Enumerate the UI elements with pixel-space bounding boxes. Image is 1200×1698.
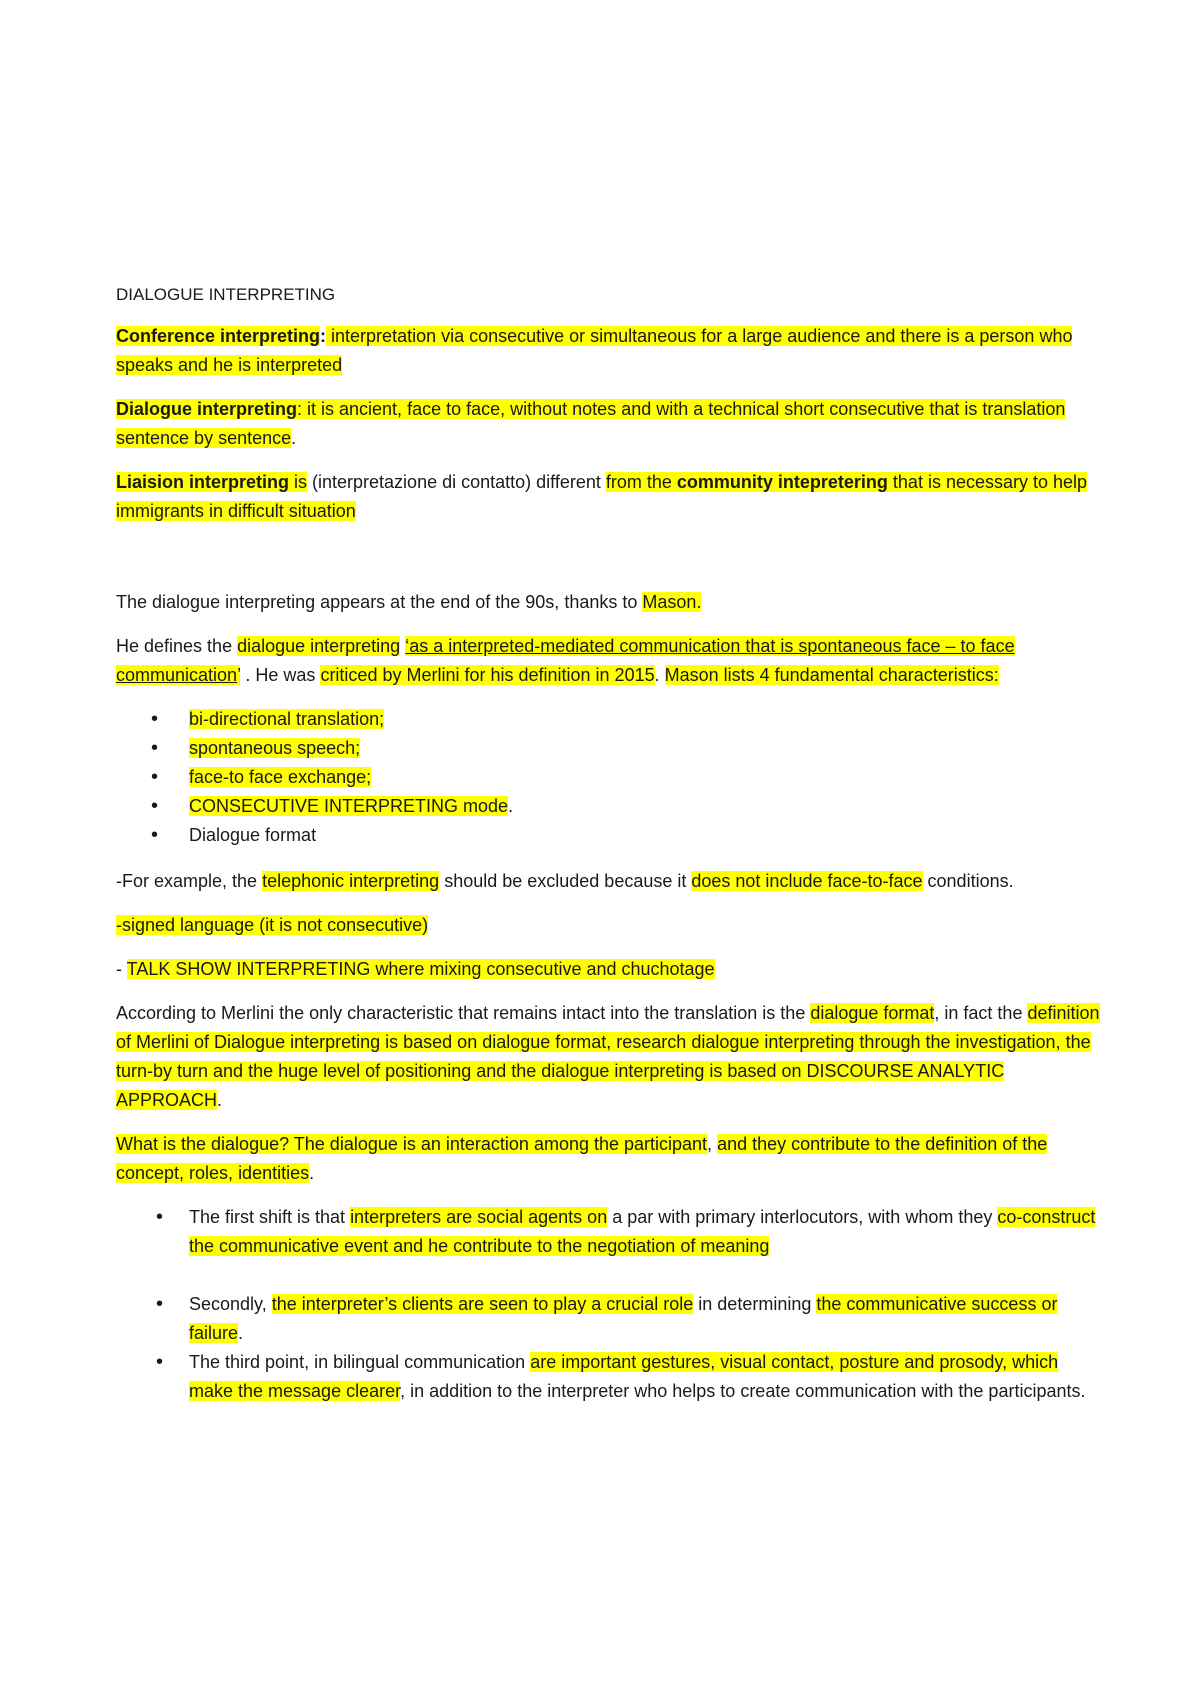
text-segment: The first shift is that — [189, 1207, 351, 1227]
text-segment: He defines the — [116, 636, 238, 656]
list-item-text: CONSECUTIVE INTERPRETING mode — [189, 796, 509, 816]
shifts-list — [116, 1203, 1106, 1406]
highlight-segment: dialogue interpreting — [237, 636, 401, 656]
list-item — [116, 1290, 1106, 1348]
definition-text: interpretation via consecutive or simultaneous for a large audience and there is a person who speaks and he is interpreted — [116, 326, 1073, 375]
text-segment: should be excluded because it — [439, 871, 692, 891]
highlight-segment: does not include face-to-face — [691, 871, 923, 891]
highlight-segment: co-construct the communicative event and he contribute to the negotiation of meaning — [189, 1207, 1096, 1256]
text-segment: . He was — [240, 665, 321, 685]
text-segment: According to Merlini the only characteristic that remains intact into the translation is the — [116, 1003, 811, 1023]
highlight-segment: Mason lists 4 fundamental characteristics: — [664, 665, 999, 685]
paragraph-mason-definition — [116, 632, 1106, 690]
dash: - — [116, 959, 127, 979]
text-segment: -For example, the — [116, 871, 263, 891]
highlight-segment: criticed by Merlini for his definition in 2015 — [320, 665, 655, 685]
highlight-segment: definition of Merlini of Dialogue interpreting is based on dialogue format, research dialogue interpreting through the investigation, the turn-by turn and the huge level of positioning and the dialogue interpreting is based on DISCOURSE ANALYTIC APPROACH — [116, 1003, 1100, 1110]
highlight-segment: What is the dialogue? The dialogue is an interaction among the participant — [116, 1134, 708, 1154]
document-body — [116, 280, 1106, 1423]
term-liaision-interpreting: Liaision interpreting — [116, 472, 290, 492]
text-segment: a par with primary interlocutors, with whom they — [607, 1207, 998, 1227]
highlight-segment: interpreters are social agents on — [350, 1207, 608, 1227]
definition-text: : it is ancient, face to face, without notes and with a technical short consecutive that is translation sentence by sentence — [116, 399, 1066, 448]
list-item — [116, 1203, 1106, 1261]
text-segment: Secondly, — [189, 1294, 272, 1314]
list-item-text: face-to face exchange; — [189, 767, 372, 787]
highlight-segment: dialogue format — [810, 1003, 935, 1023]
period: . — [291, 428, 297, 448]
quote-end: ’ — [237, 665, 241, 685]
text-segment: The third point, in bilingual communication — [189, 1352, 531, 1372]
term-conference-interpreting: Conference interpreting — [116, 326, 321, 346]
text-segment: that is necessary to help immigrants in difficult situation — [116, 472, 1088, 521]
paragraph-liaision-interpreting — [116, 468, 1106, 526]
term-colon: : — [320, 326, 327, 346]
period: . — [508, 796, 514, 816]
name-mason: Mason. — [642, 592, 702, 612]
highlight-segment: telephonic interpreting — [262, 871, 440, 891]
highlight-segment: are important gestures, visual contact, posture and prosody, which make the message clearer — [189, 1352, 1059, 1401]
paragraph-conference-interpreting — [116, 322, 1106, 380]
text-segment: conditions. — [922, 871, 1014, 891]
highlight-segment: and they contribute to the definition of the concept, roles, identities — [116, 1134, 1048, 1183]
highlight-segment: the communicative success or failure — [189, 1294, 1058, 1343]
highlight-segment: -signed language (it is not consecutive) — [116, 915, 429, 935]
text-segment: . — [654, 665, 665, 685]
text-segment: , — [707, 1134, 718, 1154]
list-item — [116, 821, 1106, 850]
paragraph-merlini — [116, 999, 1106, 1115]
paragraph-telephonic-example — [116, 867, 1106, 896]
list-item — [116, 763, 1106, 792]
period: . — [309, 1163, 315, 1183]
text-segment: in determining — [693, 1294, 817, 1314]
period: . — [217, 1090, 223, 1110]
highlight-segment: TALK SHOW INTERPRETING where mixing consecutive and chuchotage — [126, 959, 715, 979]
characteristics-list — [116, 705, 1106, 850]
highlight-segment: the interpreter’s clients are seen to play a crucial role — [271, 1294, 694, 1314]
text-segment: The dialogue interpreting appears at the end of the 90s, thanks to — [116, 592, 643, 612]
text-segment: (interpretazione di contatto) different — [307, 472, 606, 492]
list-item — [116, 1348, 1106, 1406]
list-item — [116, 734, 1106, 763]
list-item — [116, 705, 1106, 734]
term-community-interpreting: community intepretering — [676, 472, 888, 492]
paragraph-signed-language — [116, 911, 1106, 940]
list-item-text: Dialogue format — [189, 825, 317, 845]
text-segment: , in addition to the interpreter who helps to create communication with the participants. — [400, 1381, 1086, 1401]
term-dialogue-interpreting: Dialogue interpreting — [116, 399, 298, 419]
period: . — [238, 1323, 244, 1343]
definition-quote: ‘as a interpreted-mediated communication that is spontaneous face – to face communication — [116, 636, 1015, 685]
text-segment: from the — [605, 472, 677, 492]
list-item-text: spontaneous speech; — [189, 738, 361, 758]
text-segment: is — [289, 472, 308, 492]
paragraph-talk-show — [116, 955, 1106, 984]
paragraph-what-is-dialogue — [116, 1130, 1106, 1188]
paragraph-dialogue-interpreting — [116, 395, 1106, 453]
list-item — [116, 792, 1106, 821]
blank-line — [116, 541, 1106, 588]
text-segment: , in fact the — [934, 1003, 1028, 1023]
list-item-text: bi-directional translation; — [189, 709, 385, 729]
paragraph-origin — [116, 588, 1106, 617]
page-title: DIALOGUE INTERPRETING — [116, 285, 336, 304]
